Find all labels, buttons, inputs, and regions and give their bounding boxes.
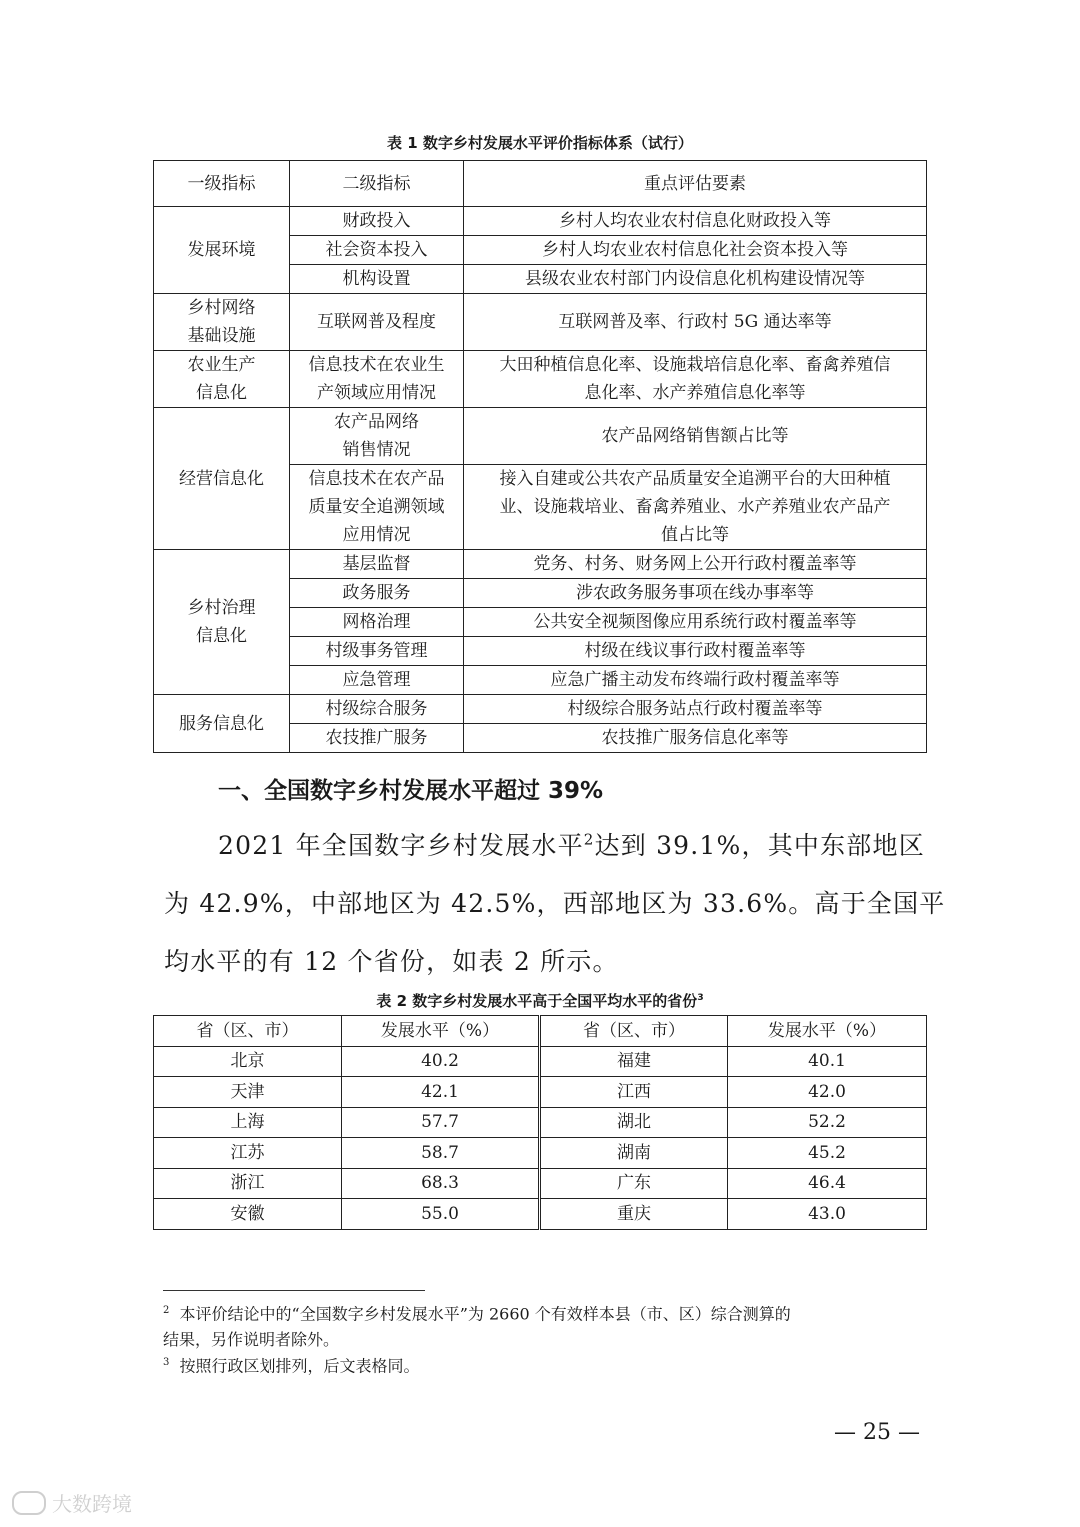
footnote-divider xyxy=(163,1290,425,1291)
level-value-cell: 40.2 xyxy=(342,1046,540,1077)
logo-icon xyxy=(12,1491,46,1515)
level2-cell: 政务服务 xyxy=(290,579,464,608)
page-number: — 25 — xyxy=(834,1420,920,1445)
footnote-ref-3: 3 xyxy=(697,993,704,1003)
table2-row xyxy=(154,1077,927,1108)
paragraph-line-2: 为 42.9%，中部地区为 42.5%，西部地区为 33.6%。高于全国平 xyxy=(164,889,946,918)
level-value-cell: 42.0 xyxy=(728,1077,927,1108)
level-value-cell: 68.3 xyxy=(342,1168,540,1199)
element-cell: 大田种植信息化率、设施栽培信息化率、畜禽养殖信 息化率、水产养殖信息化率等 xyxy=(464,351,927,408)
element-cell: 县级农业农村部门内设信息化机构建设情况等 xyxy=(464,265,927,294)
level1-cell: 乡村网络 基础设施 xyxy=(154,294,290,351)
table2-row xyxy=(154,1046,927,1077)
level2-cell: 社会资本投入 xyxy=(290,236,464,265)
table1-caption: 表 1 数字乡村发展水平评价指标体系（试行） xyxy=(387,134,693,152)
element-cell: 互联网普及率、行政村 5G 通达率等 xyxy=(464,294,927,351)
province-cell: 上海 xyxy=(154,1107,342,1138)
table1-row xyxy=(154,695,927,724)
table1-row xyxy=(154,207,927,236)
level2-cell: 互联网普及程度 xyxy=(290,294,464,351)
level2-cell: 村级事务管理 xyxy=(290,637,464,666)
level-value-cell: 43.0 xyxy=(728,1199,927,1230)
level2-cell: 信息技术在农业生 产领域应用情况 xyxy=(290,351,464,408)
element-cell: 农产品网络销售额占比等 xyxy=(464,408,927,465)
province-cell: 天津 xyxy=(154,1077,342,1108)
table1-header-cell: 一级指标 xyxy=(154,161,290,207)
table-1 xyxy=(153,160,927,753)
province-cell: 江西 xyxy=(540,1077,728,1108)
level2-cell: 网格治理 xyxy=(290,608,464,637)
province-cell: 安徽 xyxy=(154,1199,342,1230)
level-value-cell: 46.4 xyxy=(728,1168,927,1199)
level-value-cell: 52.2 xyxy=(728,1107,927,1138)
table1-header-cell: 二级指标 xyxy=(290,161,464,207)
level2-cell: 财政投入 xyxy=(290,207,464,236)
province-cell: 江苏 xyxy=(154,1138,342,1169)
level-value-cell: 58.7 xyxy=(342,1138,540,1169)
footnote-3: $^3$ 按照行政区划排列，后文表格同。 xyxy=(163,1356,420,1376)
level-value-cell: 45.2 xyxy=(728,1138,927,1169)
level1-cell: 乡村治理 信息化 xyxy=(154,550,290,695)
table2-row xyxy=(154,1199,927,1230)
section-heading: 一、全国数字乡村发展水平超过 39% xyxy=(218,778,604,804)
table2-header-cell: 省（区、市） xyxy=(154,1016,342,1047)
table1-row xyxy=(154,408,927,465)
level-value-cell: 40.1 xyxy=(728,1046,927,1077)
element-cell: 农技推广服务信息化率等 xyxy=(464,724,927,753)
level2-cell: 应急管理 xyxy=(290,666,464,695)
level1-cell: 农业生产 信息化 xyxy=(154,351,290,408)
footnote-ref-2: 2 xyxy=(583,830,595,849)
element-cell: 乡村人均农业农村信息化社会资本投入等 xyxy=(464,236,927,265)
watermark: 大数跨境 xyxy=(12,1488,132,1517)
paragraph-line-1: 2021 年全国数字乡村发展水平$^2$达到 39.1%，其中东部地区 xyxy=(218,830,925,860)
table1-header-cell: 重点评估要素 xyxy=(464,161,927,207)
element-cell: 公共安全视频图像应用系统行政村覆盖率等 xyxy=(464,608,927,637)
table1-row xyxy=(154,351,927,408)
table2-header-cell: 省（区、市） xyxy=(540,1016,728,1047)
level1-cell: 经营信息化 xyxy=(154,408,290,550)
element-cell: 党务、村务、财务网上公开行政村覆盖率等 xyxy=(464,550,927,579)
element-cell: 接入自建或公共农产品质量安全追溯平台的大田种植 业、设施栽培业、畜禽养殖业、水产养殖业农产品产 值占比等 xyxy=(464,465,927,550)
province-cell: 湖北 xyxy=(540,1107,728,1138)
level2-cell: 信息技术在农产品 质量安全追溯领域 应用情况 xyxy=(290,465,464,550)
level2-cell: 农产品网络 销售情况 xyxy=(290,408,464,465)
province-cell: 北京 xyxy=(154,1046,342,1077)
province-cell: 浙江 xyxy=(154,1168,342,1199)
table2-row xyxy=(154,1138,927,1169)
element-cell: 村级综合服务站点行政村覆盖率等 xyxy=(464,695,927,724)
level2-cell: 基层监督 xyxy=(290,550,464,579)
level2-cell: 村级综合服务 xyxy=(290,695,464,724)
province-cell: 广东 xyxy=(540,1168,728,1199)
level1-cell: 发展环境 xyxy=(154,207,290,294)
province-cell: 重庆 xyxy=(540,1199,728,1230)
element-cell: 村级在线议事行政村覆盖率等 xyxy=(464,637,927,666)
table1-row xyxy=(154,294,927,351)
table2-header-cell: 发展水平（%） xyxy=(342,1016,540,1047)
element-cell: 应急广播主动发布终端行政村覆盖率等 xyxy=(464,666,927,695)
level-value-cell: 55.0 xyxy=(342,1199,540,1230)
table2-caption: 表 2 数字乡村发展水平高于全国平均水平的省份$^3$ xyxy=(376,992,704,1010)
level-value-cell: 42.1 xyxy=(342,1077,540,1108)
table1-row xyxy=(154,550,927,579)
level1-cell: 服务信息化 xyxy=(154,695,290,753)
province-cell: 湖南 xyxy=(540,1138,728,1169)
element-cell: 乡村人均农业农村信息化财政投入等 xyxy=(464,207,927,236)
province-cell: 福建 xyxy=(540,1046,728,1077)
table2-header-cell: 发展水平（%） xyxy=(728,1016,927,1047)
level2-cell: 农技推广服务 xyxy=(290,724,464,753)
element-cell: 涉农政务服务事项在线办事率等 xyxy=(464,579,927,608)
table2-row xyxy=(154,1107,927,1138)
paragraph-line-3: 均水平的有 12 个省份，如表 2 所示。 xyxy=(164,947,619,976)
level2-cell: 机构设置 xyxy=(290,265,464,294)
footnote-2: $^2$ 本评价结论中的“全国数字乡村发展水平”为 2660 个有效样本县（市、区）综合测算的 结果，另作说明者除外。 xyxy=(163,1304,791,1350)
table-2 xyxy=(153,1015,927,1230)
table2-row xyxy=(154,1168,927,1199)
level-value-cell: 57.7 xyxy=(342,1107,540,1138)
